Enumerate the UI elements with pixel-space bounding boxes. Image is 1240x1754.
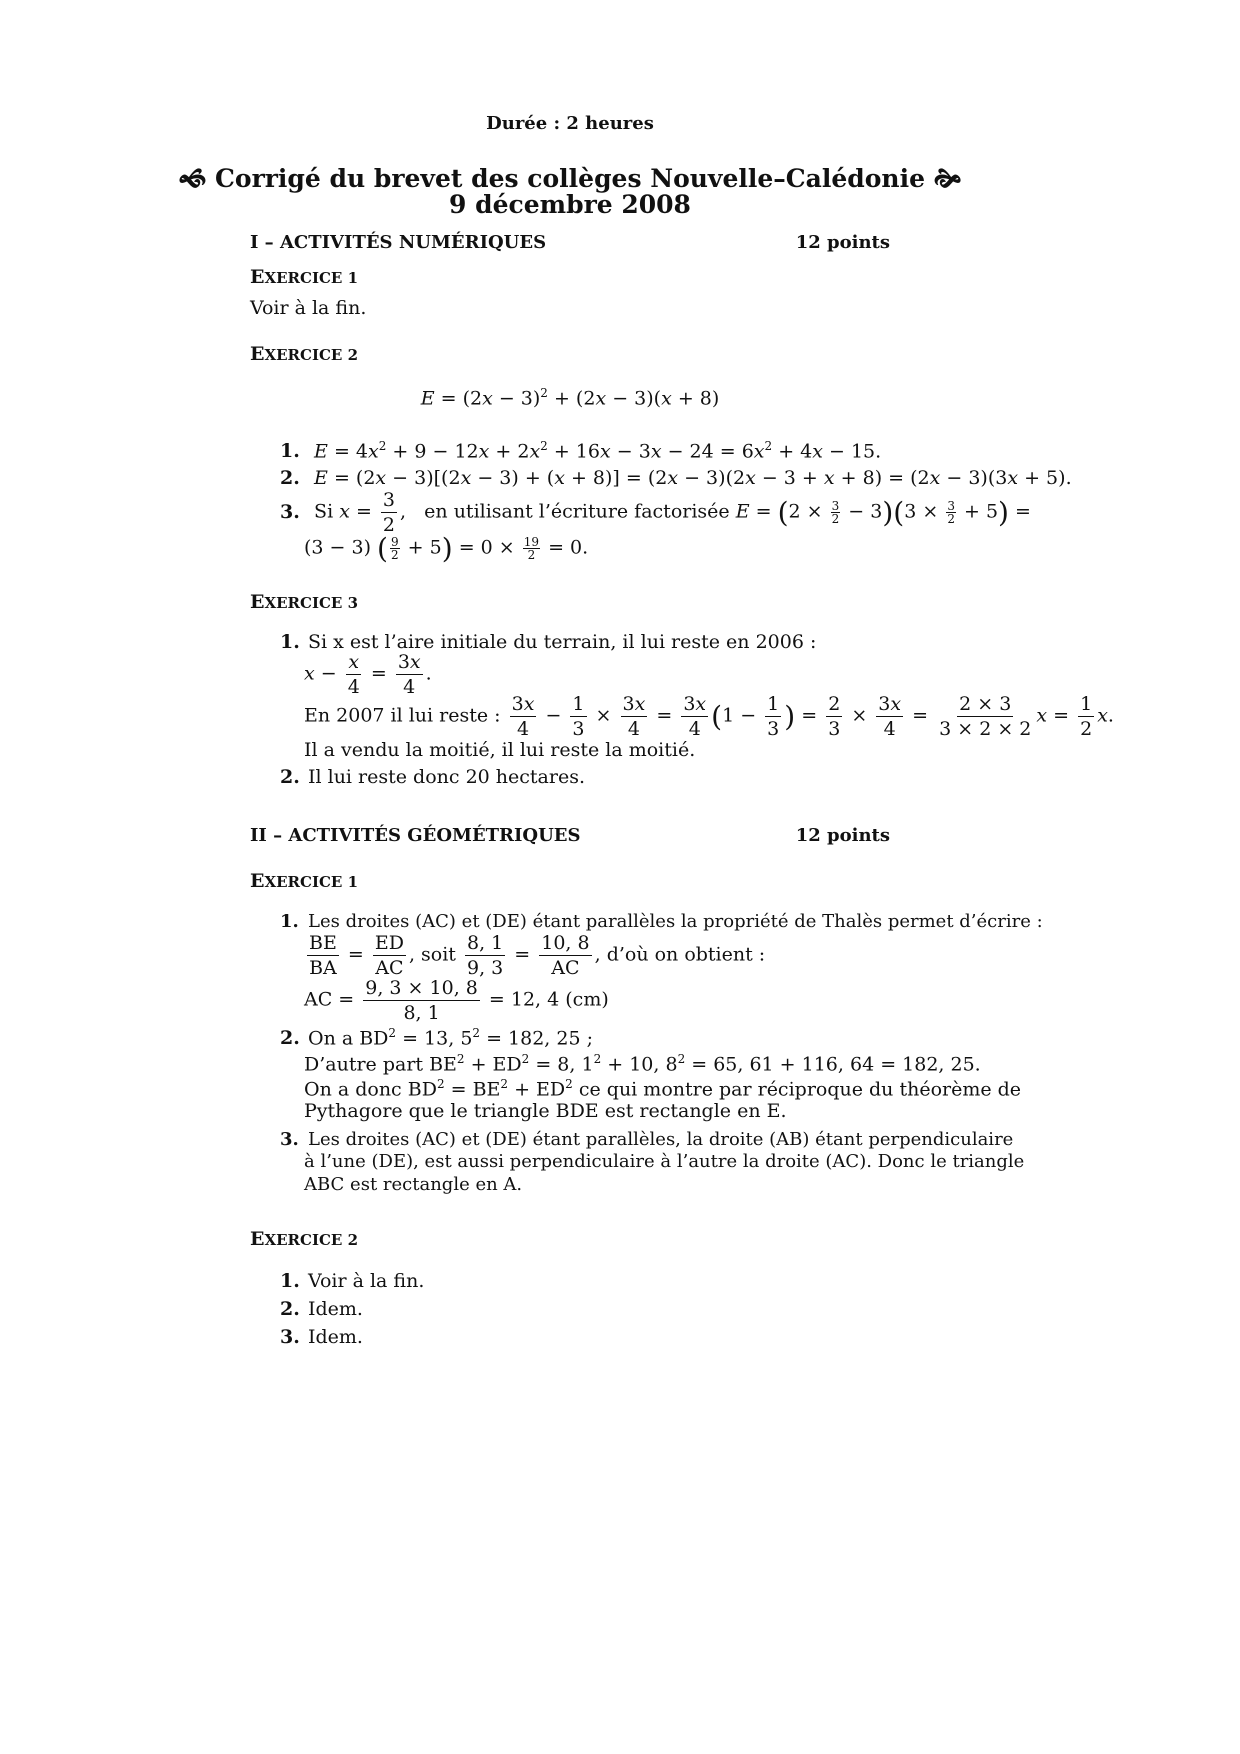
exercise-heading: EXERCICE 1 <box>250 266 359 288</box>
paragraph-line: à l’une (DE), est aussi perpendiculaire à l’autre la droite (AC). Donc le triangle <box>304 1151 1025 1172</box>
list-item: 1. Voir à la fin. <box>280 1270 425 1292</box>
thales-equation: $\frac{BE}{BA}$ = $\frac{ED}{AC}$ , soit $\frac{8, 1}{9, 3}$ = $\frac{10, 8}{AC}$ , d’où on obtient : <box>309 932 766 979</box>
list-item: 3. Les droites (AC) et (DE) étant parallèles, la droite (AB) étant perpendiculaire <box>280 1129 1014 1150</box>
list-item: 2. Il lui reste donc 20 hectares. <box>280 766 585 788</box>
list-item: 3. Si x = $\frac{3}{2}$ , en utilisant l’écriture factorisée E = (2 × $\frac{3}{2}$ − 3)(3 × $\frac{3}{2}$ + 5) = <box>280 489 1031 536</box>
equation-2007: En 2007 il lui reste : $\frac{3x}{4}$ − $\frac{1}{3}$ × $\frac{3x}{4}$ = $\frac{3x}{4}$ (1 − $\frac{1}{3}$ ) = $\frac{2}{3}$ × $\frac{3x}{4}$ = $\frac{2 \times 3}{3 \times 2 \times 2}$ x = $\frac{1}{2}$ x. <box>304 693 1114 740</box>
title-line-1: Corrigé du brevet des collèges Nouvelle–Calédonie <box>215 164 925 193</box>
equation-continued: (3 − 3) ( $\frac{9}{2}$ + 5) = 0 × $\frac{19}{2}$ = 0. <box>304 532 589 565</box>
list-item: 3. Idem. <box>280 1326 363 1348</box>
list-item: 2. Idem. <box>280 1298 363 1320</box>
exercise-text: Voir à la fin. <box>250 297 367 319</box>
list-item: 2. E = (2x − 3)[(2x − 3) + (x + 8)] = (2x − 3)(2x − 3 + x + 8) = (2x − 3)(3x + 5). <box>280 467 1072 489</box>
list-item: 1. $E = 4x^2 + 9 - 12x + 2x^2 + 16x - 3x - 24 = 6x^2 + 4x - 15$. <box>280 439 882 463</box>
ornament-right-icon: 🙞 <box>933 164 962 193</box>
title-date: 9 décembre 2008 <box>449 190 691 219</box>
list-item: 1. Si x est l’aire initiale du terrain, il lui reste en 2006 : <box>280 631 817 653</box>
ornament-left-icon: 🙜 <box>178 164 207 193</box>
paragraph-line: Pythagore que le triangle BDE est rectangle en E. <box>304 1100 787 1122</box>
section-points-numeric: 12 points <box>795 232 890 253</box>
section-points-geometry: 12 points <box>795 825 890 846</box>
section-title-geometry: II – ACTIVITÉS GÉOMÉTRIQUES <box>250 825 581 846</box>
equation-definition: $E = (2x - 3)^2 + (2x - 3)(x + 8)$ <box>420 386 720 410</box>
list-item: 1. Les droites (AC) et (DE) étant parallèles la propriété de Thalès permet d’écrire : <box>280 911 1043 932</box>
exercise-heading: EXERCICE 2 <box>250 1228 359 1250</box>
duration: Durée : 2 heures <box>486 113 654 134</box>
list-item: 2. On a $BD^2 = 13$, $5^2 = 182$, 25 ; <box>280 1026 594 1050</box>
ac-result: AC = $\frac{9, 3 \times 10, 8}{8, 1}$ = 12, 4 (cm) <box>304 977 609 1024</box>
paragraph-line: Il a vendu la moitié, il lui reste la moitié. <box>304 739 696 761</box>
exercise-heading: EXERCICE 3 <box>250 591 359 613</box>
section-title-numeric: I – ACTIVITÉS NUMÉRIQUES <box>250 232 547 253</box>
exercise-heading: EXERCICE 1 <box>250 870 359 892</box>
paragraph-line: ABC est rectangle en A. <box>304 1174 523 1195</box>
paragraph-line: D’autre part $BE^2 + ED^2 = 8$, $1^2 + 10$, $8^2 = 65$, 61 + 116, 64 = 182, 25. <box>304 1052 981 1076</box>
paragraph-line: On a donc $BD^2 = BE^2 + ED^2$ ce qui montre par réciproque du théorème de <box>304 1077 1022 1101</box>
exercise-heading: EXERCICE 2 <box>250 343 359 365</box>
equation-2006: x − $\frac{x}{4}$ = $\frac{3x}{4}$ . <box>304 651 432 698</box>
